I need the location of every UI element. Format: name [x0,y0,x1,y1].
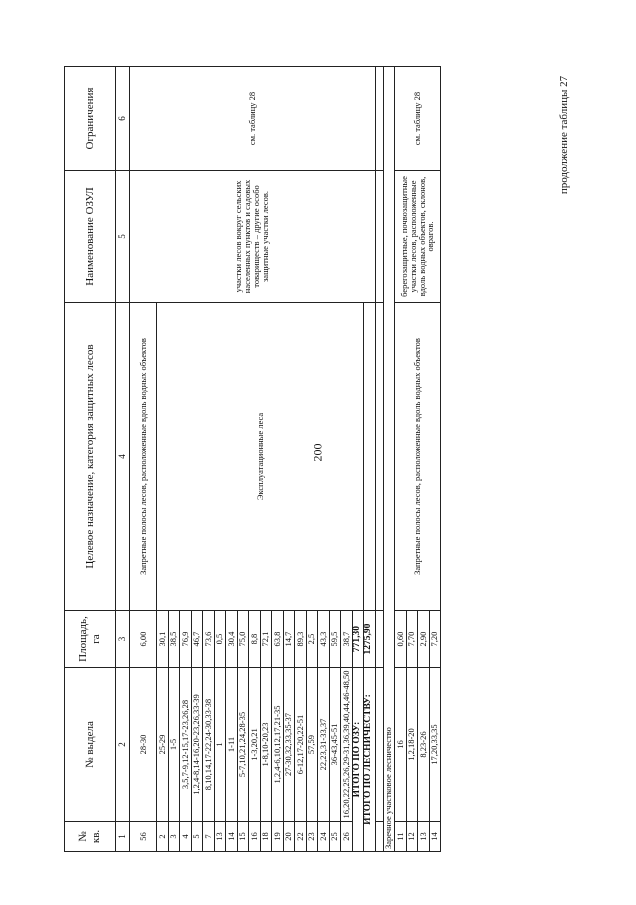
blank-cell [375,67,383,171]
blank-cell [375,611,383,668]
vydel-cell: 28-30 [130,668,157,822]
kv-cell: 3 [168,822,180,852]
kv-cell: 2 [157,822,169,852]
vydel-cell: 25-29 [157,668,169,822]
kv-cell: 12 [406,822,418,852]
kv-cell: 5 [191,822,203,852]
kv-cell: 26 [341,822,353,852]
kv-cell: 24 [318,822,330,852]
area-cell: 59,5 [329,611,341,668]
area-cell: 7,70 [406,611,418,668]
vydel-cell: 22,23,31-33,37 [318,668,330,822]
kv-cell: 13 [214,822,226,852]
page-number: 200 [310,443,325,462]
vydel-cell: 1-3,20,21 [249,668,261,822]
area-cell: 75,0 [237,611,249,668]
area-cell: 63,8 [272,611,284,668]
total-ozu-label: ИТОГО ПО ОЗУ: [352,668,364,852]
kv-cell: 15 [237,822,249,852]
ozu-name-cell: участки лесов вокруг сельских населенных пунктов и садовых товариществ – другие особо защитные участки лесов. [130,171,376,303]
table-row [395,67,407,852]
header-area: Площадь, га [65,611,116,668]
col-number: 4 [116,303,130,611]
vydel-cell: 1 [214,668,226,822]
area-cell: 72,1 [260,611,272,668]
col-number: 6 [116,67,130,171]
area-cell: 0,5 [214,611,226,668]
area-cell: 76,9 [180,611,192,668]
total-forestry-value: 1275,90 [364,611,376,668]
purpose-cell: Запретные полосы лесов, расположенные вдоль водных объектов [130,303,157,611]
ozu-name-cell: берегозащитные, почвозащитные участки лесов, расположенные вдоль водных объектов, склонов, оврагов. [395,171,441,303]
area-cell: 7,20 [429,611,441,668]
kv-cell: 19 [272,822,284,852]
kv-cell: 18 [260,822,272,852]
header-row [65,67,116,852]
col-number: 3 [116,611,130,668]
vydel-cell: 1,2,4-8,14-16,20-23,26,33-39 [191,668,203,822]
kv-cell: 25 [329,822,341,852]
area-cell: 2,5 [306,611,318,668]
vydel-cell: 16 [395,668,407,822]
vydel-cell: 1-8,10-20,23 [260,668,272,822]
area-cell: 43,3 [318,611,330,668]
section-title: Заречное участковое лесничество [383,67,395,852]
kv-cell: 20 [283,822,295,852]
total-forestry-label: ИТОГО ПО ЛЕСНИЧЕСТВУ: [364,668,376,852]
column-number-row [116,67,130,852]
vydel-cell: 8,23-26 [418,668,430,822]
area-cell: 38,7 [341,611,353,668]
vydel-cell: 1,2,4-6,10,12,17,21-35 [272,668,284,822]
col-number: 1 [116,822,130,852]
vydel-cell: 5-7,10,21,24,28-35 [237,668,249,822]
area-cell: 30,4 [226,611,238,668]
kv-cell: 16 [249,822,261,852]
blank-cell [375,822,383,852]
kv-cell: 23 [306,822,318,852]
kv-cell: 14 [226,822,238,852]
vydel-cell: 1-5 [168,668,180,822]
area-cell: 8,8 [249,611,261,668]
blank-cell [364,303,376,611]
area-cell: 30,1 [157,611,169,668]
vydel-cell: 3,5,7-9,12-15,17-23,26,28 [180,668,192,822]
kv-cell: 14 [429,822,441,852]
area-cell: 89,3 [295,611,307,668]
blank-cell [375,171,383,303]
col-number: 2 [116,668,130,822]
blank-cell [375,303,383,611]
vydel-cell: 1-11 [226,668,238,822]
area-cell: 73,6 [203,611,215,668]
area-cell: 0,60 [395,611,407,668]
area-cell: 2,90 [418,611,430,668]
total-ozu-value: 771,30 [352,611,364,668]
purpose-cell: Запретные полосы лесов, расположенные вдоль водных объектов [395,303,441,611]
header-ozu-name: Наименование ОЗУЛ [65,171,116,303]
header-vydel: № выдела [65,668,116,822]
vydel-cell: 1,2,18-20 [406,668,418,822]
vydel-cell: 8,10,14,17-22,24-30,33-38 [203,668,215,822]
gap-row [375,67,383,852]
restrictions-cell: см. таблицу 28 [395,67,441,171]
col-number: 5 [116,171,130,303]
section-row [383,67,395,852]
kv-cell: 56 [130,822,157,852]
area-cell: 6,00 [130,611,157,668]
vydel-cell: 6-12,17-20,22-51 [295,668,307,822]
forest-table [64,66,441,852]
vydel-cell: 57,59 [306,668,318,822]
kv-cell: 22 [295,822,307,852]
header-purpose: Целевое назначение, категория защитных лесов [65,303,116,611]
area-cell: 14,7 [283,611,295,668]
area-cell: 38,5 [168,611,180,668]
kv-cell: 7 [203,822,215,852]
header-kv: № кв. [65,822,116,852]
vydel-cell: 17,20,33,35 [429,668,441,822]
kv-cell: 11 [395,822,407,852]
vydel-cell: 27-30,32,33,35-37 [283,668,295,822]
rotated-table-container [64,67,553,852]
vydel-cell: 16,20,22,25,26,29-31,36,39,40,44,46-48,50 [341,668,353,822]
table-body [65,67,441,852]
area-cell: 46,7 [191,611,203,668]
continuation-label: продолжение таблицы 27 [558,75,570,195]
table-row [130,67,157,852]
header-restrictions: Ограничения [65,67,116,171]
restrictions-cell: см. таблицу 28 [130,67,376,171]
vydel-cell: 36-43,45-51 [329,668,341,822]
kv-cell: 4 [180,822,192,852]
purpose-cell: Эксплуатационные леса [157,303,364,611]
kv-cell: 13 [418,822,430,852]
blank-cell [375,668,383,822]
